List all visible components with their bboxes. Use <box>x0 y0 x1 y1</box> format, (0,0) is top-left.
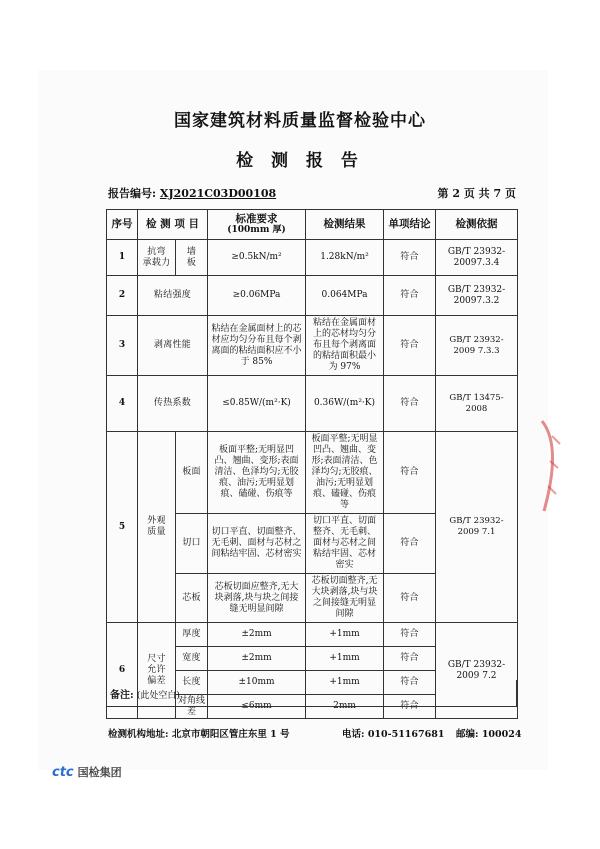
row-std: ≥0.06MPa <box>208 276 306 316</box>
row-item: 传热系数 <box>138 376 208 432</box>
row-item: 外观 质量 <box>138 432 176 623</box>
row-seq: 3 <box>107 316 138 376</box>
row-item: 抗弯 承载力 <box>138 240 176 276</box>
row-result: +1mm <box>306 623 384 647</box>
table-header-row <box>107 210 518 240</box>
header-std: 标准要求 (100mm 厚) <box>208 210 306 240</box>
row-seq: 4 <box>107 376 138 432</box>
row-conclusion: 符合 <box>384 671 436 695</box>
row-basis: GB/T 23932-2009 7.1 <box>436 432 518 623</box>
ctc-logo-icon: ctc <box>52 764 74 780</box>
remarks-label: 备注: <box>110 690 134 701</box>
row-seq: 1 <box>107 240 138 276</box>
row-result: 1.28kN/m² <box>306 240 384 276</box>
row-conclusion: 符合 <box>384 514 436 574</box>
row-std: ≥0.5kN/m² <box>208 240 306 276</box>
row-conclusion: 符合 <box>384 623 436 647</box>
header-seq: 序号 <box>107 210 138 240</box>
footer-phone: 电话: 010-51167681 <box>342 729 445 740</box>
row-item: 粘结强度 <box>138 276 208 316</box>
header-item: 检 测 项 目 <box>138 210 208 240</box>
table-row <box>107 623 518 647</box>
row-result: 芯板切面整齐,无大块剥落,块与块之间接缝无明显间隙 <box>306 574 384 623</box>
row-result: 切口平直、切面整齐、无毛刺、面材与芯材之间粘结牢固、芯材密实 <box>306 514 384 574</box>
table-row <box>107 240 518 276</box>
row-seq: 2 <box>107 276 138 316</box>
row-basis: GB/T 23932-20097.3.2 <box>436 276 518 316</box>
row-conclusion: 符合 <box>384 574 436 623</box>
row-subitem: 芯板 <box>176 574 208 623</box>
row-result: +1mm <box>306 647 384 671</box>
company-logo <box>52 764 122 780</box>
report-number-label: 报告编号: <box>108 187 157 200</box>
company-name: 国检集团 <box>77 766 122 779</box>
header-result: 检测结果 <box>306 210 384 240</box>
row-std: ≤6mm <box>208 695 306 719</box>
header-conclusion: 单项结论 <box>384 210 436 240</box>
report-number: XJ2021C03D00108 <box>159 187 277 200</box>
row-result: 粘结在金属面材上的芯材均匀分布且每个剥离面的粘结面积最小为 97% <box>306 316 384 376</box>
red-stamp-fragment-icon <box>532 416 572 516</box>
header-basis: 检测依据 <box>436 210 518 240</box>
row-std: 粘结在金属面材上的芯材应均匀分布且每个剥离面的粘结面积应不小于 85% <box>208 316 306 376</box>
test-results-table <box>106 209 518 719</box>
remarks-line <box>110 686 180 701</box>
row-conclusion: 符合 <box>384 376 436 432</box>
row-subitem: 长度 <box>176 671 208 695</box>
remarks-box <box>106 680 517 707</box>
row-basis: GB/T 13475-2008 <box>436 376 518 432</box>
page-info: 第 2 页 共 7 页 <box>437 187 516 200</box>
remarks-text: (此处空白) <box>136 691 180 701</box>
row-subitem: 切口 <box>176 514 208 574</box>
row-basis: GB/T 23932-2009 7.2 <box>436 623 518 719</box>
row-result: 板面平整;无明显凹凸、翘曲、变形;表面清洁、色泽均匀;无胶痕、油污;无明显划痕、磕碰、伤痕等 <box>306 432 384 514</box>
row-item: 剥离性能 <box>138 316 208 376</box>
footer-postcode: 邮编: 100024 <box>456 729 522 740</box>
row-std: 芯板切面应整齐,无大块剥落,块与块之间接缝无明显间隙 <box>208 574 306 623</box>
report-number-line <box>108 185 276 201</box>
table-row <box>107 316 518 376</box>
row-std: ±2mm <box>208 623 306 647</box>
row-subitem: 对角线差 <box>176 695 208 719</box>
row-subitem: 宽度 <box>176 647 208 671</box>
row-conclusion: 符合 <box>384 432 436 514</box>
row-result: +1mm <box>306 671 384 695</box>
row-subitem: 板面 <box>176 432 208 514</box>
row-seq: 5 <box>107 432 138 623</box>
row-std: ≤0.85W/(m²·K) <box>208 376 306 432</box>
table-row <box>107 276 518 316</box>
org-title: 国家建筑材料质量监督检验中心 <box>174 111 426 131</box>
row-conclusion: 符合 <box>384 695 436 719</box>
row-result: 0.36W/(m²·K) <box>306 376 384 432</box>
row-result: 2mm <box>306 695 384 719</box>
row-conclusion: 符合 <box>384 647 436 671</box>
row-basis: GB/T 23932-20097.3.4 <box>436 240 518 276</box>
row-conclusion: 符合 <box>384 240 436 276</box>
row-conclusion: 符合 <box>384 316 436 376</box>
row-std: ±2mm <box>208 647 306 671</box>
row-item: 尺寸 允许 偏差 <box>138 623 176 719</box>
row-std: 板面平整;无明显凹凸、翘曲、变形;表面清洁、色泽均匀;无胶痕、油污;无明显划痕、磕碰、伤痕等 <box>208 432 306 514</box>
footer-address: 检测机构地址: 北京市朝阳区管庄东里 1 号 <box>108 729 290 740</box>
table-row <box>107 376 518 432</box>
table-row <box>107 432 518 514</box>
row-subitem: 厚度 <box>176 623 208 647</box>
doc-title: 检 测 报 告 <box>236 151 364 171</box>
row-std: ±10mm <box>208 671 306 695</box>
row-subitem: 墙 板 <box>176 240 208 276</box>
row-conclusion: 符合 <box>384 276 436 316</box>
row-result: 0.064MPa <box>306 276 384 316</box>
row-std: 切口平直、切面整齐、无毛刺、面材与芯材之间粘结牢固、芯材密实 <box>208 514 306 574</box>
row-basis: GB/T 23932-2009 7.3.3 <box>436 316 518 376</box>
row-seq: 6 <box>107 623 138 719</box>
